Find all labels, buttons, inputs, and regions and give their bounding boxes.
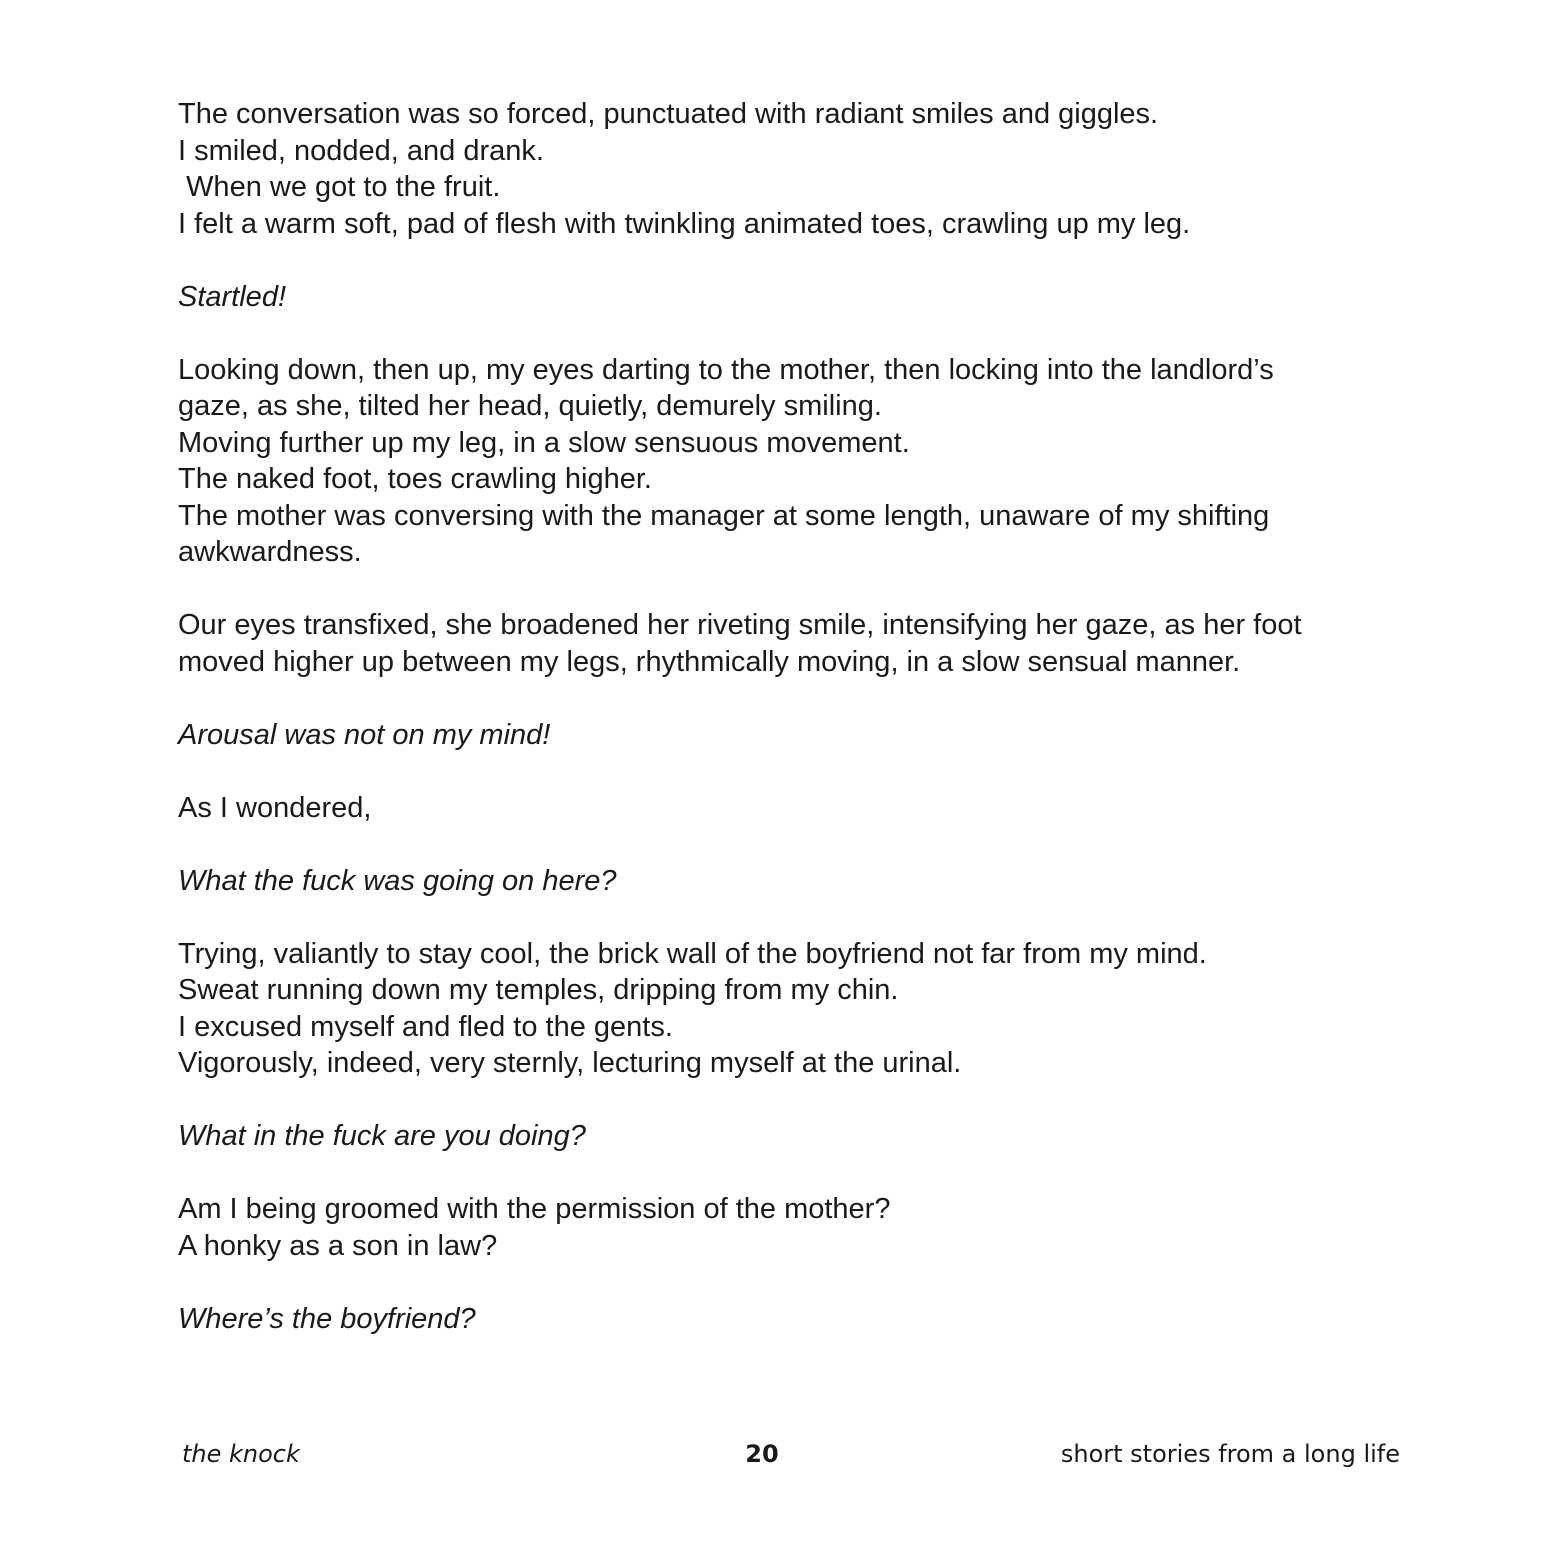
footer-series-title: short stories from a long life xyxy=(1060,1440,1400,1468)
text-line: gaze, as she, tilted her head, quietly, demurely smiling. xyxy=(178,390,882,422)
text-line: The naked foot, toes crawling higher. xyxy=(178,463,652,495)
text-line: The mother was conversing with the manager at some length, unaware of my shifting xyxy=(178,499,1270,532)
italic-text-line: Where’s the boyfriend? xyxy=(178,1302,476,1335)
stanza xyxy=(178,96,1418,242)
stanza xyxy=(178,1191,1418,1264)
text-line: moved higher up between my legs, rhythmically moving, in a slow sensual manner. xyxy=(178,645,1241,678)
stanza xyxy=(178,279,1418,316)
story-body xyxy=(178,96,1418,1374)
stanza xyxy=(178,607,1418,680)
italic-text-line: Startled! xyxy=(178,280,286,313)
stanza xyxy=(178,352,1418,571)
stanza xyxy=(178,863,1418,900)
italic-text-line: What the fuck was going on here? xyxy=(178,864,617,897)
footer-page-number: 20 xyxy=(745,1440,779,1468)
text-line: Moving further up my leg, in a slow sensuous movement. xyxy=(178,426,910,459)
text-line: Vigorously, indeed, very sternly, lecturing myself at the urinal. xyxy=(178,1047,962,1079)
stanza xyxy=(178,790,1418,827)
text-line: When we got to the fruit. xyxy=(178,171,501,203)
italic-text-line: Arousal was not on my mind! xyxy=(178,718,551,751)
text-line: awkwardness. xyxy=(178,536,362,568)
stanza xyxy=(178,717,1418,754)
page-footer xyxy=(0,1436,1557,1472)
text-line: I excused myself and fled to the gents. xyxy=(178,1010,673,1043)
stanza xyxy=(178,1118,1418,1155)
text-line: Trying, valiantly to stay cool, the brick wall of the boyfriend not far from my mind. xyxy=(178,937,1207,970)
footer-book-title: the knock xyxy=(182,1440,300,1468)
text-line: Am I being groomed with the permission of the mother? xyxy=(178,1193,891,1225)
text-line: Looking down, then up, my eyes darting to the mother, then locking into the landlord’s xyxy=(178,353,1274,386)
text-line: I smiled, nodded, and drank. xyxy=(178,134,544,167)
stanza xyxy=(178,1301,1418,1338)
text-line: A honky as a son in law? xyxy=(178,1229,498,1262)
text-line: Sweat running down my temples, dripping from my chin. xyxy=(178,974,899,1006)
text-line: As I wondered, xyxy=(178,791,372,824)
text-line: Our eyes transfixed, she broadened her riveting smile, intensifying her gaze, as her foot xyxy=(178,609,1302,641)
italic-text-line: What in the fuck are you doing? xyxy=(178,1120,586,1152)
stanza xyxy=(178,936,1418,1082)
text-line: The conversation was so forced, punctuated with radiant smiles and giggles. xyxy=(178,98,1159,130)
text-line: I felt a warm soft, pad of flesh with twinkling animated toes, crawling up my leg. xyxy=(178,207,1191,240)
